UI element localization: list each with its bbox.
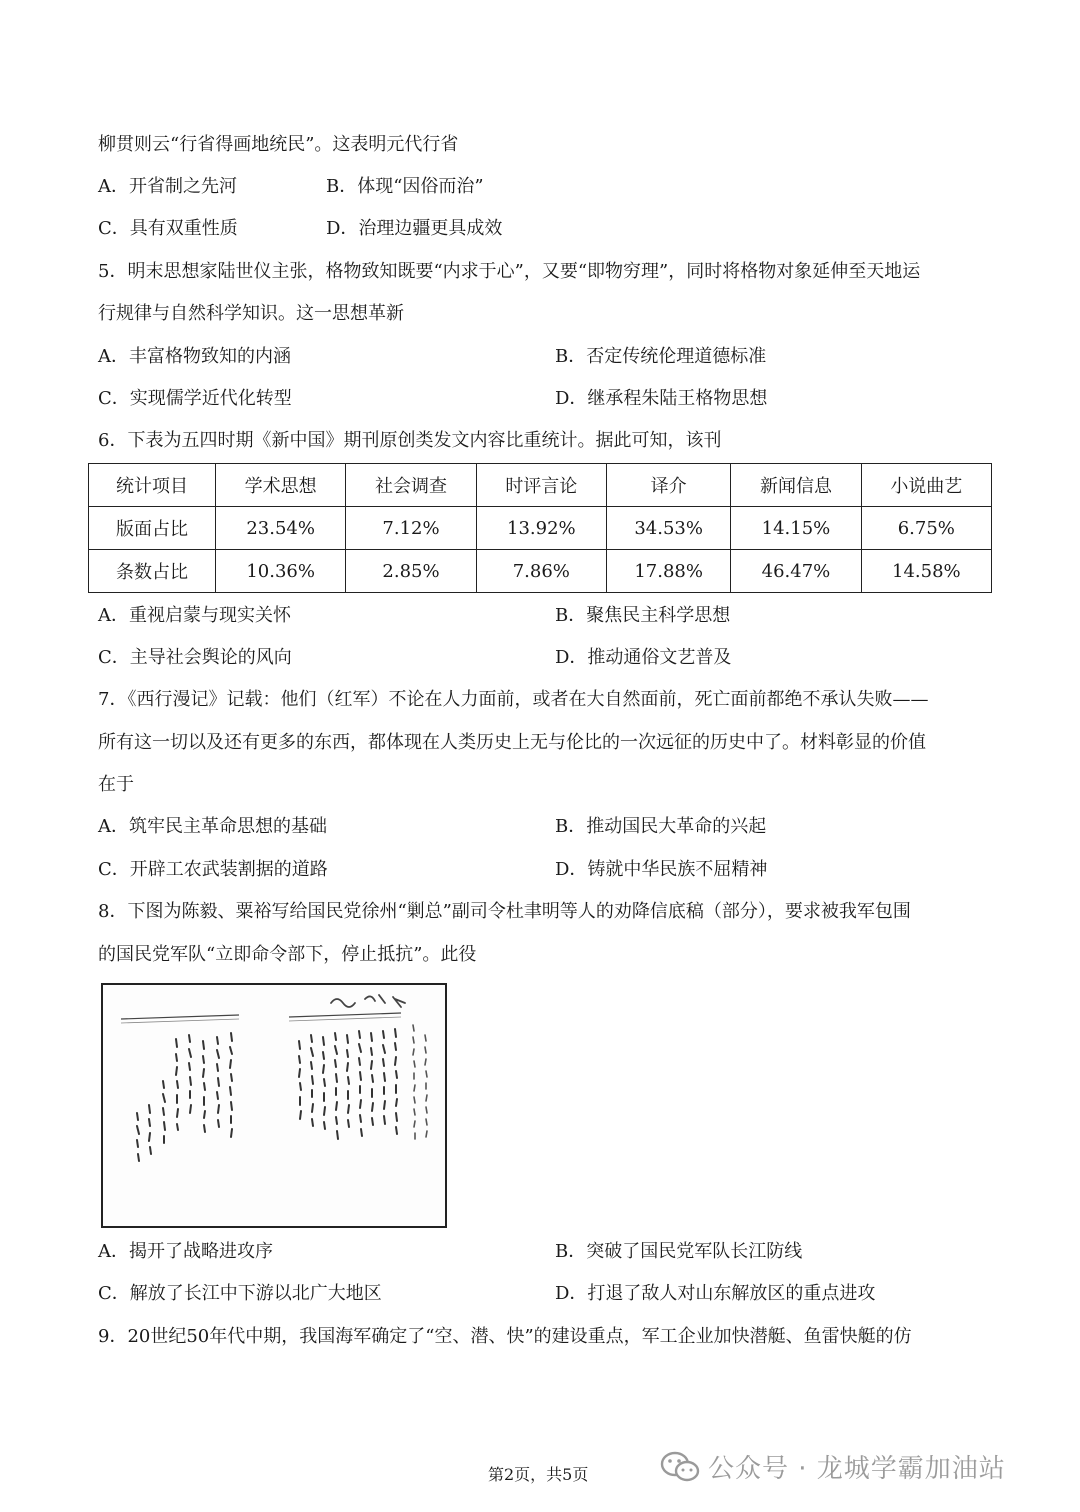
- table-cell: 条数占比: [89, 550, 216, 593]
- watermark-text: 公众号 · 龙城学霸加油站: [708, 1454, 1006, 1484]
- q5-stem-line-2: 行规律与自然科学知识。这一思想革新: [98, 303, 404, 324]
- q6-stem: 6．下表为五四时期《新中国》期刊原创类发文内容比重统计。据此可知，该刊: [98, 430, 722, 451]
- table-header-cell: 时评言论: [476, 464, 606, 507]
- page-number: 第2页，共5页: [488, 1465, 589, 1484]
- q7-stem-line-3: 在于: [98, 774, 134, 795]
- q7-stem-line-2: 所有这一切以及还有更多的东西，都体现在人类历史上无与伦比的一次远征的历史中了。材料彰显的价值: [98, 732, 926, 753]
- q5-option-b: B．否定传统伦理道德标准: [555, 346, 767, 367]
- q6-option-b: B．聚焦民主科学思想: [555, 605, 731, 626]
- table-cell: 2.85%: [346, 550, 476, 593]
- table-cell: 7.12%: [346, 507, 476, 550]
- table-cell: 14.15%: [731, 507, 861, 550]
- q8-option-a: A．揭开了战略进攻序: [98, 1241, 273, 1262]
- q4-option-c: C．具有双重性质: [98, 218, 238, 239]
- table-cell: 版面占比: [89, 507, 216, 550]
- table-cell: 6.75%: [861, 507, 991, 550]
- q4-option-a: A．开省制之先河: [98, 176, 237, 197]
- q5-stem-line-1: 5．明末思想家陆世仪主张，格物致知既要“内求于心”，又要“即物穷理”，同时将格物对象延伸至天地运: [98, 261, 921, 282]
- table-row: [89, 507, 992, 550]
- table-header-cell: 社会调查: [346, 464, 476, 507]
- q7-stem-line-1: 7．《西行漫记》记载：他们（红军）不论在人力面前，或者在大自然面前，死亡面前都绝不承认失败——: [98, 689, 929, 710]
- table-cell: 23.54%: [216, 507, 346, 550]
- q5-option-d: D．继承程朱陆王格物思想: [555, 388, 768, 409]
- q7-option-c: C．开辟工农武装割据的道路: [98, 859, 328, 880]
- table-header-cell: 新闻信息: [731, 464, 861, 507]
- table-header-cell: 译介: [606, 464, 730, 507]
- table-row: [89, 550, 992, 593]
- q8-option-c: C．解放了长江中下游以北广大地区: [98, 1283, 382, 1304]
- q4-stem: 柳贯则云“行省得画地统民”。这表明元代行省: [98, 134, 459, 155]
- table-cell: 7.86%: [476, 550, 606, 593]
- table-cell: 14.58%: [861, 550, 991, 593]
- q5-option-c: C．实现儒学近代化转型: [98, 388, 292, 409]
- q6-option-c: C．主导社会舆论的风向: [98, 647, 292, 668]
- stats-table: [88, 463, 992, 593]
- wechat-icon: [660, 1450, 700, 1484]
- table-header-cell: 统计项目: [89, 464, 216, 507]
- table-cell: 10.36%: [216, 550, 346, 593]
- q4-option-d: D．治理边疆更具成效: [326, 218, 503, 239]
- table-header-row: [89, 464, 992, 507]
- table-cell: 46.47%: [731, 550, 861, 593]
- table-cell: 34.53%: [606, 507, 730, 550]
- table-header-cell: 小说曲艺: [861, 464, 991, 507]
- q5-option-a: A．丰富格物致知的内涵: [98, 346, 291, 367]
- table-cell: 17.88%: [606, 550, 730, 593]
- table-header-cell: 学术思想: [216, 464, 346, 507]
- handwritten-letter-illustration: [103, 985, 445, 1226]
- q8-option-b: B．突破了国民党军队长江防线: [555, 1241, 803, 1262]
- surrender-letter-image: [101, 983, 447, 1228]
- q7-option-d: D．铸就中华民族不屈精神: [555, 859, 768, 880]
- q9-stem: 9．20世纪50年代中期，我国海军确定了“空、潜、快”的建设重点，军工企业加快潜艇、鱼雷快艇的仿: [98, 1326, 912, 1347]
- q4-option-b: B．体现“因俗而治”: [326, 176, 484, 197]
- q8-stem-line-1: 8．下图为陈毅、粟裕写给国民党徐州“剿总”副司令杜聿明等人的劝降信底稿（部分），要求被我军包围: [98, 901, 911, 922]
- table-cell: 13.92%: [476, 507, 606, 550]
- q8-option-d: D．打退了敌人对山东解放区的重点进攻: [555, 1283, 876, 1304]
- q7-option-b: B．推动国民大革命的兴起: [555, 816, 767, 837]
- q8-stem-line-2: 的国民党军队“立即命令部下，停止抵抗”。此役: [98, 944, 477, 965]
- q6-option-d: D．推动通俗文艺普及: [555, 647, 732, 668]
- watermark: [660, 1448, 1006, 1485]
- q7-option-a: A．筑牢民主革命思想的基础: [98, 816, 327, 837]
- q6-option-a: A．重视启蒙与现实关怀: [98, 605, 291, 626]
